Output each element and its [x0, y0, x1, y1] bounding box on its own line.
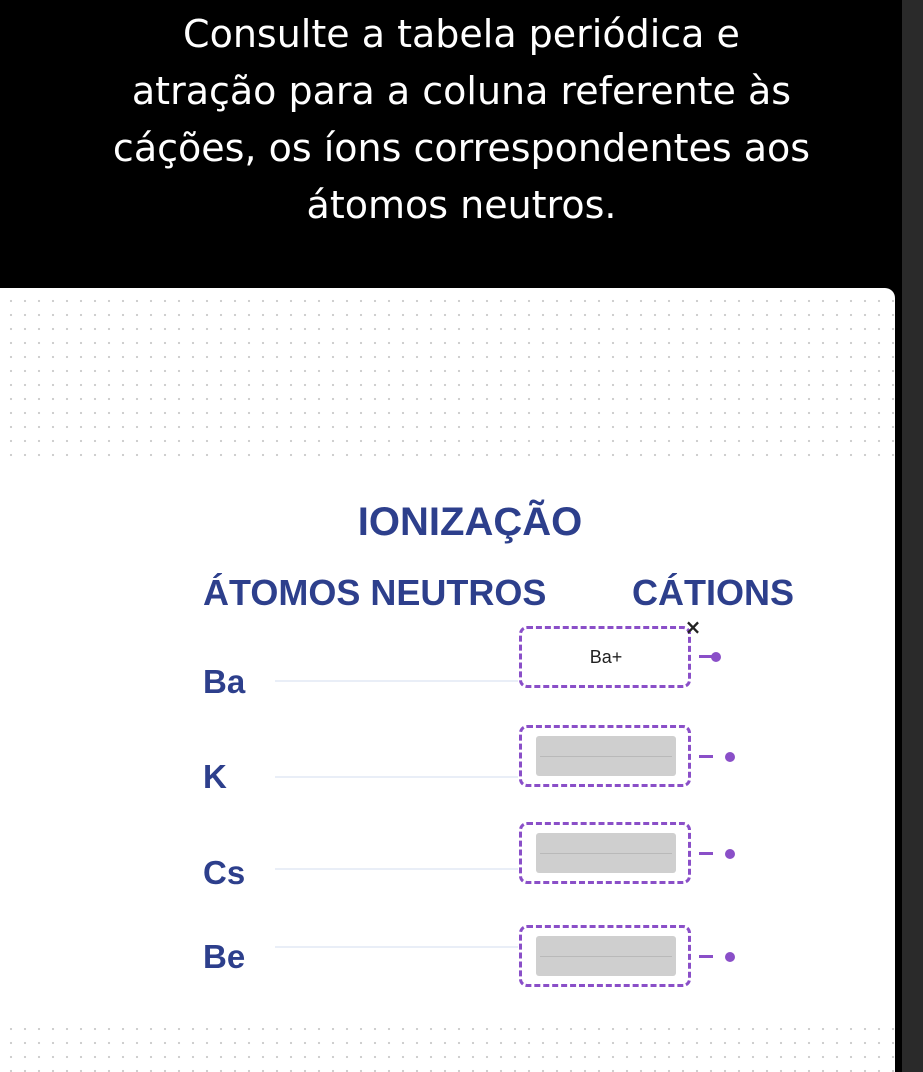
scrollbar-track[interactable]: [902, 0, 923, 1072]
empty-chip-cs[interactable]: [536, 833, 676, 873]
empty-chip-be[interactable]: [536, 936, 676, 976]
instruction-line: Consulte a tabela periódica e: [183, 12, 740, 56]
column-header-neutral-atoms: ÁTOMOS NEUTROS: [203, 572, 547, 613]
activity-title: IONIZAÇÃO: [357, 500, 583, 544]
column-header-cations: CÁTIONS: [632, 572, 794, 613]
atom-label-be: Be: [203, 938, 246, 975]
connector-dot[interactable]: [725, 849, 735, 859]
connector-dot[interactable]: [711, 652, 721, 662]
atom-label-k: K: [203, 758, 227, 795]
instruction-line: átomos neutros.: [306, 183, 617, 227]
connector-dot[interactable]: [725, 952, 735, 962]
chip-divider: [540, 956, 672, 957]
dropzone-cs[interactable]: [519, 822, 691, 884]
connector-line: [275, 680, 518, 682]
instruction-line: cáções, os íons correspondentes aos: [112, 126, 811, 170]
dropzone-be[interactable]: [519, 925, 691, 987]
chip-divider: [540, 756, 672, 757]
empty-chip-k[interactable]: [536, 736, 676, 776]
connector-line: [275, 946, 518, 948]
connector-handle: [699, 955, 713, 958]
atom-label-ba: Ba: [203, 663, 246, 700]
dropzone-k[interactable]: [519, 725, 691, 787]
instruction-line: atração para a coluna referente às: [131, 69, 792, 113]
atom-label-cs: Cs: [203, 854, 246, 891]
dropzone-ba[interactable]: [519, 626, 691, 688]
chip-divider: [540, 853, 672, 854]
connector-dot[interactable]: [725, 752, 735, 762]
close-icon[interactable]: ×: [684, 615, 702, 639]
answer-chip-ba[interactable]: Ba+: [536, 637, 676, 677]
connector-line: [275, 776, 518, 778]
instructions-text: [0, 6, 923, 234]
connector-handle: [699, 852, 713, 855]
connector-handle: [699, 755, 713, 758]
connector-line: [275, 868, 518, 870]
